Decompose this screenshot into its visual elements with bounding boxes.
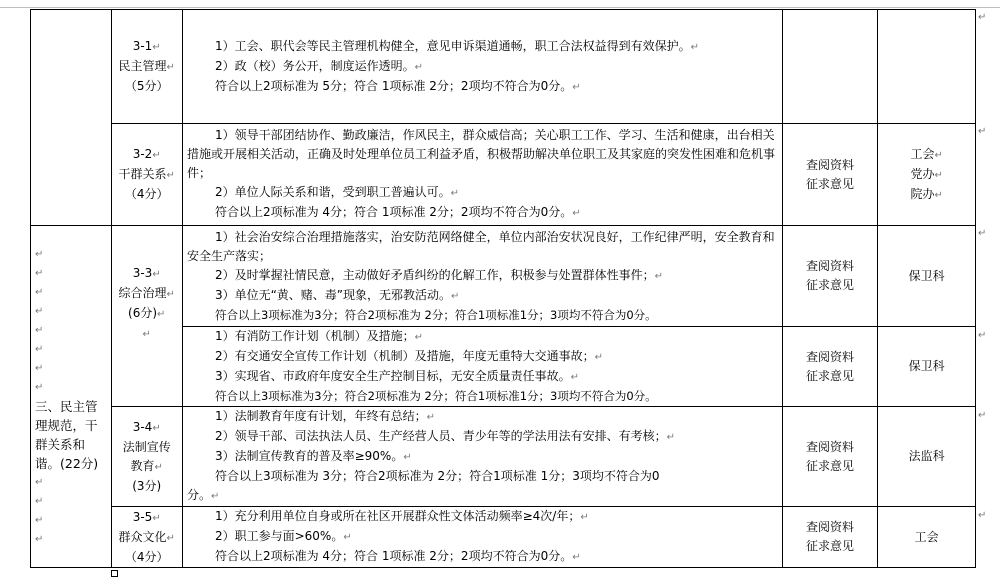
item-cell — [111, 226, 182, 407]
dept-line: 院办↵ — [910, 186, 943, 201]
method-cell — [782, 407, 878, 507]
category-cell-empty — [31, 10, 112, 226]
method-cell — [782, 327, 878, 407]
item-name: 法制宣传 — [122, 439, 171, 454]
content-line: 2）有交通安全宣传工作计划（机制）及措施，年度无重特大交通事故；↵ — [214, 349, 603, 363]
category-cell: ↵ ↵ ↵ ↵ ↵ ↵ ↵ ↵ 三、民主管 理规范，干 群关系和 谐。(22分) ↵ ↵ ↵ ↵ — [31, 226, 112, 568]
method-cell — [782, 10, 878, 124]
content-line: 符合以上2项标准为 5分；符合 1项标准 2分；2项均不符合为0分。↵ — [214, 78, 581, 93]
content-cell — [182, 124, 782, 226]
item-score: (6分)↵ — [128, 306, 166, 320]
content-cell — [182, 10, 782, 124]
item-name: 教育↵ — [130, 458, 163, 473]
method-line: 查阅资料 — [806, 520, 855, 534]
content-line: 1）法制教育年度有计划，年终有总结；↵ — [214, 409, 435, 423]
evaluation-table — [30, 9, 976, 568]
item-name: 干群关系↵ — [118, 167, 175, 181]
method-cell — [782, 507, 878, 568]
row-end-mark: ↵ — [978, 330, 987, 341]
table-row — [31, 507, 976, 568]
item-code: 3-2↵ — [132, 147, 161, 161]
content-line: 3）实现省、市政府年度安全生产控制目标，无安全质量责任事故。↵ — [214, 369, 579, 383]
content-paragraph: 1）领导干部团结协作、勤政廉洁，作风民主，群众威信高；关心职工工作、学习、生活和健康，出台相关措施或开展相关活动，正确及时处理单位员工利益矛盾，积极帮助解决单位职工及其家庭的突发性困难和危机事件； — [186, 128, 775, 180]
row-end-mark: ↵ — [978, 228, 987, 239]
dept-cell — [878, 124, 976, 226]
method-line: 查阅资料 — [806, 349, 855, 364]
content-line: 2）单位人际关系和谐，受到职工普遍认可。↵ — [214, 185, 459, 199]
method-line: 征求意见 — [806, 458, 855, 473]
content-line: 3）单位无“黄、赌、毒”现象，无邪教活动。↵ — [214, 287, 460, 302]
content-line: 2）职工参与面>60%。↵ — [214, 529, 352, 543]
content-line: 符合以上3项标准为3分；符合2项标准为 2分；符合1项标准1分；3项均不符合为0分。 — [214, 307, 657, 322]
category-label: 三、民主管 — [35, 398, 98, 414]
row-end-mark: ↵ — [978, 510, 987, 521]
content-line: 1）工会、职代会等民主管理机构健全，意见申诉渠道通畅，职工合法权益得到有效保护。↵ — [214, 38, 699, 53]
content-cell — [182, 327, 782, 407]
dept-line: 保卫科 — [908, 268, 945, 283]
row-end-mark: ↵ — [978, 410, 987, 421]
dept-cell — [878, 226, 976, 327]
content-line: 1）有消防工作计划（机制）及措施；↵ — [214, 329, 423, 343]
item-cell — [111, 507, 182, 568]
category-label: 谐。(22分) — [35, 455, 99, 471]
content-line: 符合以上2项标准为 4分；符合 1项标准 2分；2项均不符合为0分。↵ — [214, 549, 581, 563]
method-cell — [782, 226, 878, 327]
table-move-handle[interactable] — [111, 570, 118, 577]
item-code: 3-1↵ — [132, 39, 161, 53]
item-name: 民主管理↵ — [118, 59, 175, 73]
content-line: 2）及时掌握社情民意，主动做好矛盾纠纷的化解工作，积极参与处置群体性事件；↵ — [214, 267, 663, 282]
content-line: 1）充分利用单位自身或所在社区开展群众性文体活动频率≥4次/年；↵ — [214, 509, 589, 523]
item-score: (3分) — [132, 478, 162, 493]
content-line: 符合以上3项标准为3分；符合2项标准为 2分；符合1项标准1分；3项均不符合为0分。 — [214, 389, 657, 403]
dept-line: 党办↵ — [910, 166, 943, 181]
table-row — [31, 226, 976, 327]
row-end-mark: ↵ — [978, 12, 987, 23]
method-line: 查阅资料 — [806, 259, 855, 273]
method-line: 查阅资料 — [806, 439, 855, 454]
item-code: 3-5↵ — [132, 509, 161, 524]
row-end-mark: ↵ — [978, 126, 987, 137]
method-line: 征求意见 — [806, 278, 855, 292]
content-line: 分。↵ — [186, 488, 220, 502]
category-label: 理规范，干 — [35, 417, 98, 433]
method-cell — [782, 124, 878, 226]
item-code: 3-3↵ — [132, 266, 161, 280]
item-code: 3-4↵ — [132, 419, 161, 434]
item-name: 群众文化↵ — [118, 529, 175, 544]
dept-line: 工会 — [914, 529, 939, 544]
category-label: 群关系和 — [35, 436, 86, 452]
dept-line: 保卫科 — [908, 359, 945, 373]
dept-cell — [878, 407, 976, 507]
item-blank: ↵ — [142, 329, 151, 340]
item-cell — [111, 10, 182, 124]
method-line: 征求意见 — [806, 539, 855, 553]
method-line: 征求意见 — [806, 176, 855, 191]
item-cell — [111, 407, 182, 507]
dept-cell — [878, 507, 976, 568]
item-score: （5分） — [124, 79, 169, 93]
item-name: 综合治理↵ — [118, 286, 175, 300]
item-cell — [111, 124, 182, 226]
item-score: （4分） — [124, 187, 169, 201]
content-line: 3）法制宣传教育的普及率≥90%。↵ — [214, 449, 412, 463]
content-cell — [182, 226, 782, 327]
dept-cell — [878, 10, 976, 124]
table-row — [31, 124, 976, 226]
table-row — [31, 10, 976, 124]
method-line: 征求意见 — [806, 368, 855, 383]
table-row — [31, 407, 976, 507]
method-line: 查阅资料 — [806, 157, 855, 172]
page-top-rule — [0, 7, 1000, 8]
content-cell — [182, 407, 782, 507]
dept-line: 法监科 — [908, 449, 945, 463]
content-line: 符合以上3项标准为 3分；符合2项标准为 2分；符合1项标准 1分；3项均不符合为0 — [214, 469, 660, 483]
item-score: （4分） — [124, 549, 169, 564]
dept-line: 工会↵ — [910, 146, 943, 161]
dept-cell — [878, 327, 976, 407]
content-paragraph: 1）社会治安综合治理措施落实，治安防范网络健全，单位内部治安状况良好，工作纪律严明，安全教育和安全生产落实； — [186, 229, 775, 263]
content-line: 2）政（校）务公开，制度运作透明。↵ — [214, 58, 423, 73]
content-line: 2）领导干部、司法执法人员、生产经营人员、青少年等的学法用法有安排、有考核；↵ — [214, 429, 675, 443]
content-line: 符合以上2项标准为 4分；符合 1项标准 2分；2项均不符合为0分。↵ — [214, 205, 581, 219]
content-cell — [182, 507, 782, 568]
